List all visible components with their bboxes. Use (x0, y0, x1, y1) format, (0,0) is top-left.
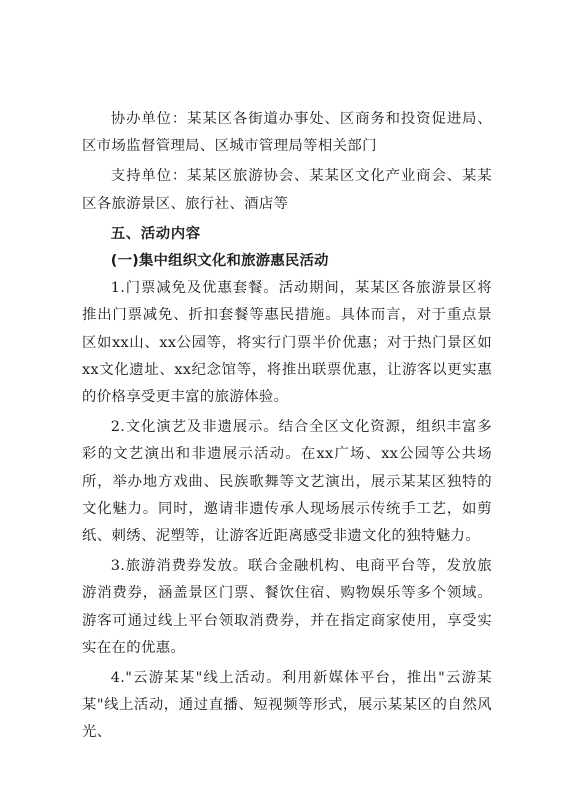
document-body (82, 106, 492, 747)
item-3-paragraph: 3.旅游消费券发放。联合金融机构、电商平台等，发放旅游消费券，涵盖景区门票、餐饮住宿、购物娱乐等多个领域。游客可通过线上平台领取消费券，并在指定商家使用，享受实实在在的优惠。 (82, 558, 492, 656)
item-4-paragraph: 4."云游某某"线上活动。利用新媒体平台，推出"云游某某"线上活动，通过直播、短视频等形式，展示某某区的自然风光、 (82, 670, 492, 741)
section-five-heading: 五、活动内容 (110, 225, 201, 242)
supporters-paragraph: 支持单位：某某区旅游协会、某某区文化产业商会、某某区各旅游景区、旅行社、酒店等 (82, 168, 492, 212)
item-1-paragraph: 1.门票减免及优惠套餐。活动期间，某某区各旅游景区将推出门票减免、折扣套餐等惠民措施。具体而言，对于重点景区如xx山、xx公园等，将实行门票半价优惠；对于热门景区如xx文化遗址、xx纪念馆等，将推出联票优惠，让游客以更实惠的价格享受更丰富的旅游体验。 (82, 280, 492, 406)
item-2-paragraph: 2.文化演艺及非遗展示。结合全区文化资源，组织丰富多彩的文艺演出和非遗展示活动。在xx广场、xx公园等公共场所，举办地方戏曲、民族歌舞等文艺演出，展示某某区独特的文化魅力。同时，邀请非遗传承人现场展示传统手工艺，如剪纸、刺绣、泥塑等，让游客近距离感受非遗文化的独特魅力。 (82, 419, 492, 545)
co-organizers-paragraph: 协办单位：某某区各街道办事处、区商务和投资促进局、区市场监督管理局、区城市管理局等相关部门 (82, 111, 492, 155)
subsection-one-heading: (一)集中组织文化和旅游惠民活动 (110, 253, 329, 270)
